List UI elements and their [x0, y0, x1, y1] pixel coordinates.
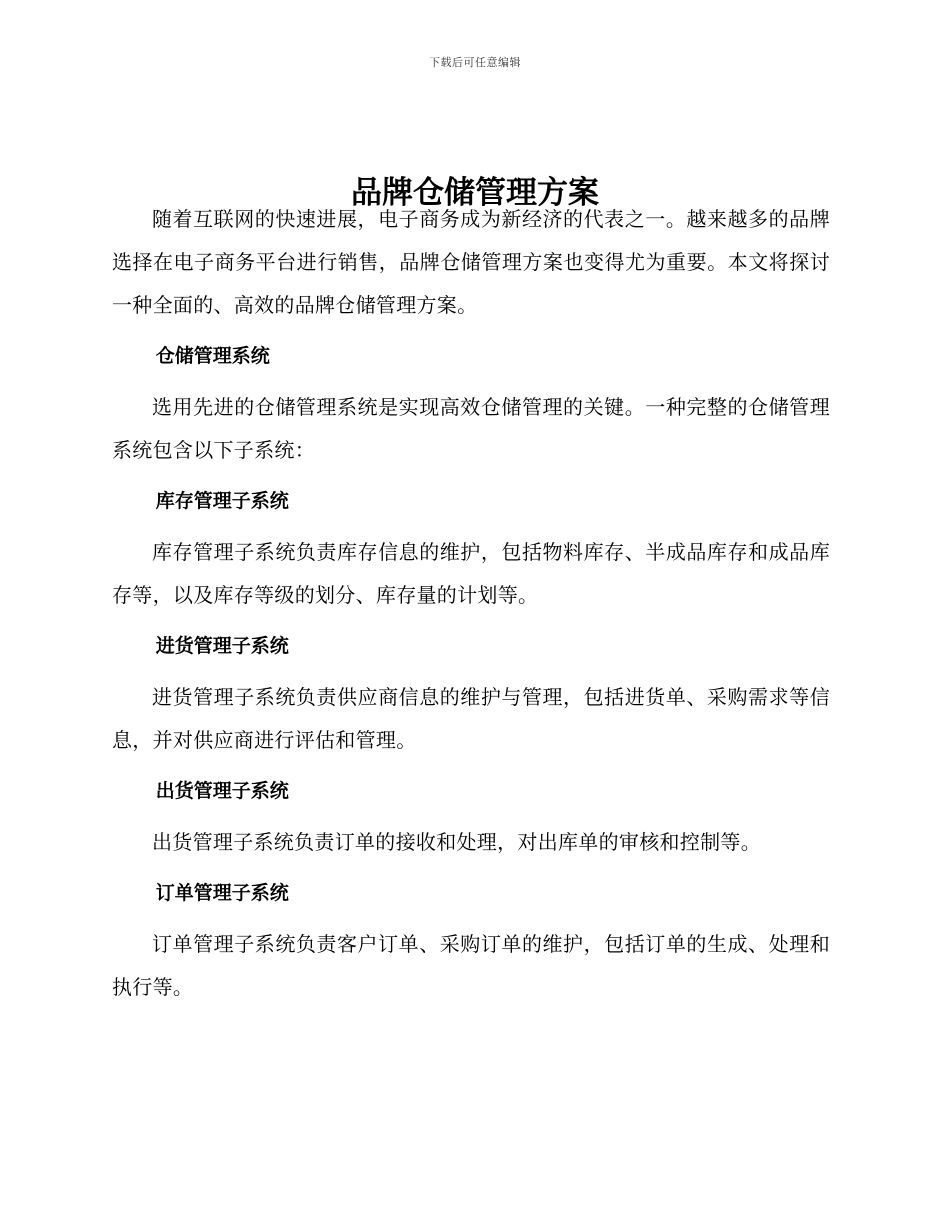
section-heading: 仓储管理系统: [155, 345, 270, 367]
section-paragraph: 选用先进的仓储管理系统是实现高效仓储管理的关键。一种完整的仓储管理系统包含以下子系统：: [112, 395, 830, 462]
section-warehouse-system: [112, 335, 830, 472]
intro-paragraph: 随着互联网的快速进展，电子商务成为新经济的代表之一。越来越多的品牌选择在电子商务平台进行销售，品牌仓储管理方案也变得尤为重要。本文将探讨一种全面的、高效的品牌仓储管理方案。: [112, 207, 830, 317]
section-purchasing-subsystem: [112, 625, 830, 762]
section-shipping-subsystem: [112, 770, 830, 864]
section-heading: 库存管理子系统: [155, 490, 289, 512]
section-paragraph: 订单管理子系统负责客户订单、采购订单的维护，包括订单的生成、处理和执行等。: [112, 932, 830, 999]
document-body: [112, 198, 830, 1017]
section-order-subsystem: [112, 872, 830, 1009]
section-paragraph: 库存管理子系统负责库存信息的维护，包括物料库存、半成品库存和成品库存等，以及库存等级的划分、库存量的计划等。: [112, 540, 830, 607]
document-title: 品牌仓储管理方案: [351, 174, 599, 211]
section-paragraph: 进货管理子系统负责供应商信息的维护与管理，包括进货单、采购需求等信息，并对供应商进行评估和管理。: [112, 685, 830, 752]
header-note: 下载后可任意编辑: [429, 56, 521, 69]
section-inventory-subsystem: [112, 480, 830, 617]
section-heading: 出货管理子系统: [155, 780, 289, 802]
section-heading: 进货管理子系统: [155, 635, 289, 657]
section-paragraph: 出货管理子系统负责订单的接收和处理，对出库单的审核和控制等。: [152, 830, 761, 854]
section-heading: 订单管理子系统: [155, 882, 289, 904]
